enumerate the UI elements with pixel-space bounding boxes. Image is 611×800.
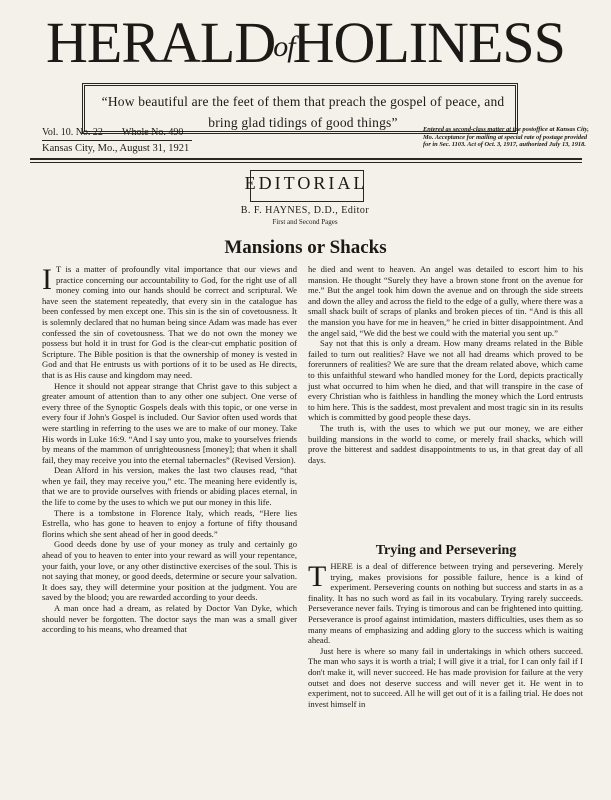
editorial-label: EDITORIAL [244,173,368,193]
issue-rule [42,140,192,141]
paragraph: Just here is where so many fail in undertakings in which others succeed. The man who says it is worth a trial; I will give it a trial, for I can only fail if I don't make it, will never succeed. He has made provision for failure at the very outset and does not deserve success and will never get it. He went in to experiment, not to succeed. All he will get out of it is a failing trial. He does not invest himself in [308,645,583,709]
masthead [0,10,611,76]
left-column [42,264,297,635]
article2-title: Trying and Persevering [375,543,517,558]
paragraph: Good deeds done by use of your money as truly and certainly go ahead of you to heaven to enter into your reward as will your repentance, your faith, your love, or any other distinctive exercises of the soul. This is not saying that money, or good deeds, determine or secure your salvation. It does say, they will determine your position at the judgment. You are saved by the blood; you are rewarded according to your deeds. [42,539,297,603]
paragraph: Hence it should not appear strange that Christ gave to this subject a greater amount of attention than to any other one subject. One verse of every three of the Synoptic Gospels deals with this topic, or one verse in every four if John's Gospel is included. Our Savior often used words that were startling in referring to the uses we are to make of our money. Take His words in Luke 16:9. “And I say unto you, make to yourselves friends by means of the mammon of unrighteousness [money]; that when it shall fail, they may receive you into the eternal tabernacles” (Revised Version). [42,380,297,465]
dateline: Kansas City, Mo., August 31, 1921 [42,143,190,154]
pages-note: First and Second Pages [272,218,338,226]
volume-number: Vol. 10. No. 22 [42,127,103,138]
paragraph: I T is a matter of profoundly vital importance that our views and practice concerning our accountability to God, for the right use of all money coming into our hands should be correct and scriptural. We have seen the statement repeatedly, that every sin in the catalogue has been confessed by men except one. This sin is the sin of covetousness. It is solemnly declared that no human being since Adam was made has ever confessed the sin of covetousness. That we do not own the money we possess but hold it in trust for God is the clear-cut emphatic position of Scripture. The Bible position is that the ownership of money is vested in God and that He entrusts us with portions of it to be used as He directs, that is as His cause and kingdom may need. [42,263,297,380]
entry-notice: Entered as second-class matter at the postoffice at Kansas City, Mo. Acceptance for mailing at special rate of postage provided for in Sec. 1103. Act of Oct. 3, 1917, authorized July 13, 1918. [423,126,589,148]
article2-column [308,561,583,709]
quote-line-1: “How beautiful are the feet of them that preach the gospel of peace, and [101,94,505,109]
paragraph: A man once had a dream, as related by Doctor Van Dyke, which should never be forgotten. The doctor says the man was a small giver according to his means, who dreamed that [42,603,297,635]
editor-name: B. F. HAYNES, D.D., Editor [240,205,370,216]
paragraph: he died and went to heaven. An angel was detailed to escort him to his mansion. He thought “Surely they have a brown stone front on the avenue for me.” But the angel took him down the avenue and on through the side streets and down the alley and across the field to the edge of a gully, where there was a small shack built of scraps of planks and broken pieces of tin. “And is this all the mansion you have for me in heaven,” he cried in bitter disappointment. And the angel said, “We did the best we could with the material you sent up.” [308,264,583,338]
masthead-of: of [273,30,295,63]
right-column [308,264,583,465]
whole-number: Whole No. 490 [122,127,184,138]
paragraph: THERE is a deal of difference between trying and persevering. Merely trying, makes provisions for possible failure, hence is a kind of experiment. Persevering counts on nothing but success and starts in as a finality. It has no such word as fail in its vocabulary. Trying rarely succeeds. Perseverance never fails. Trying is timorous and can be frightened into quitting. Perseverance is proof against intimidation, masters difficulties, uses them as so many means of emphasizing and adding glory to the success which is waiting ahead. [308,560,583,646]
paragraph: The truth is, with the uses to which we put our money, we are either building mansions in the world to come, or merely frail shacks, which will prove the bitterest and saddest disappointments to us, in that great day of all days. [308,422,583,465]
paragraph: Say not that this is only a dream. How many dreams related in the Bible failed to turn out realities? Have we not all had dreams which proved to be forerunners of realities? We are sure that the dream related above, which came to this unfaithful steward who handled money for the Lord, depicts practically just what occurred to him when he died, and that will transpire in the case of every Christian who is faithless in handling the money which the Lord entrusts to him here. This is the saddest, most prevalent and most tragic sin in its results which is committed by good people these days. [308,338,583,423]
top-rule [30,158,582,160]
paragraph: There is a tombstone in Florence Italy, which reads, “Here lies Estrella, who has gone to heaven to enjoy a fortune of fifty thousand florins which she sent ahead of her in good deeds.” [42,507,297,539]
quote-line-2: bring glad tidings of good things” [208,115,398,130]
masthead-holiness: HOLINESS [292,10,565,75]
top-rule-thin [30,162,582,163]
paragraph: Dean Alford in his version, makes the last two clauses read, “that when ye fail, they may receive you,” etc. The meaning here evidently is, that we are to provide ourselves with friends or abiding places eternal, in the life to come by the uses to which we put our money in this life. [42,465,297,508]
article-title: Mansions or Shacks [224,237,387,258]
masthead-herald: HERALD [46,10,276,75]
drop-cap: I [42,263,52,296]
drop-cap: T [308,560,327,593]
